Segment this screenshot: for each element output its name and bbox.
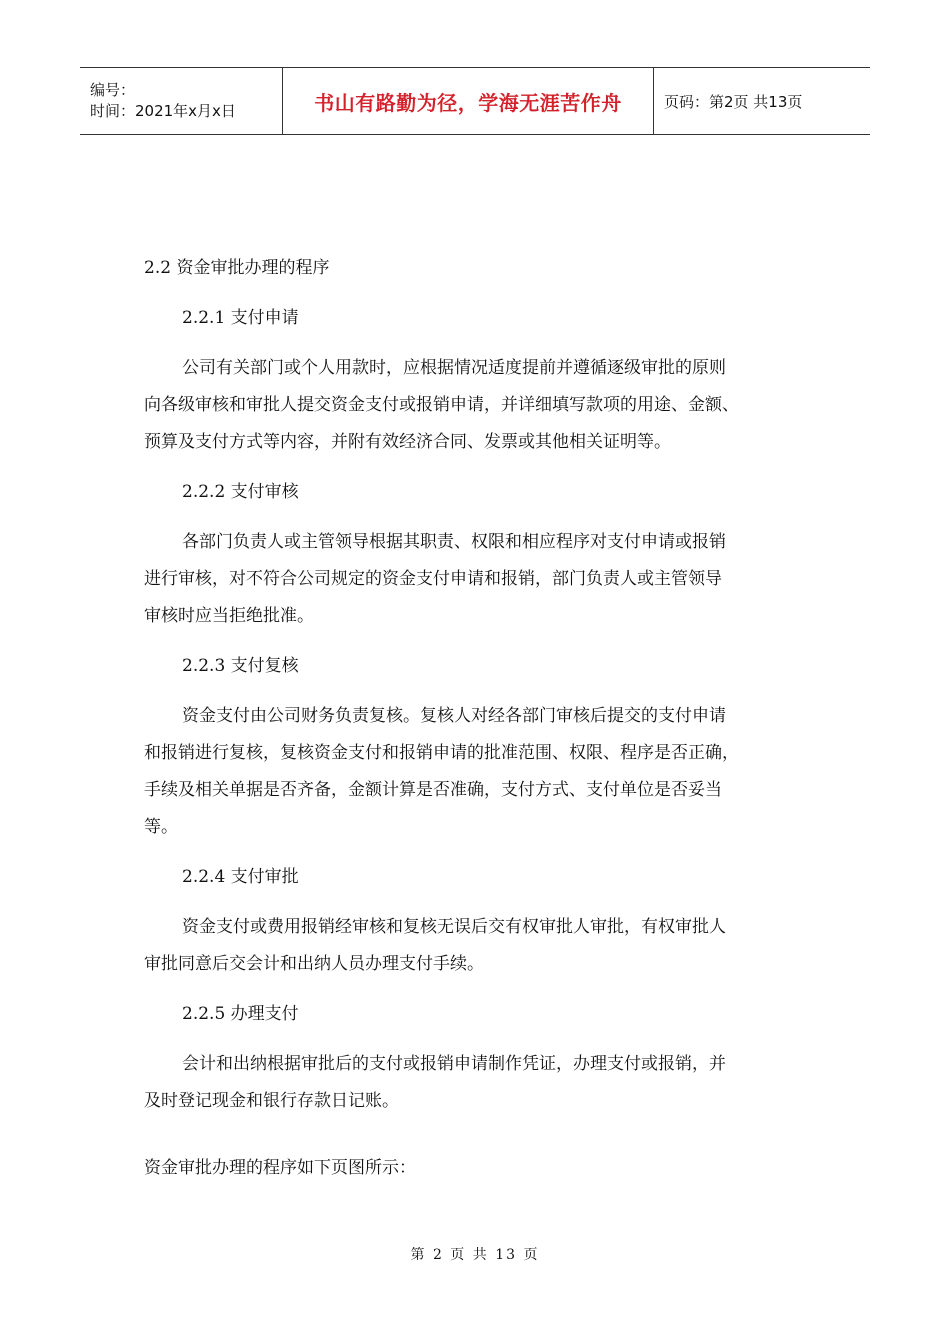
paragraph-line: 审核时应当拒绝批准。 — [144, 606, 314, 626]
header-page-number: 页码：第2页 共13页 — [664, 92, 803, 111]
subsection-title: 2.2.4 支付审批 — [182, 867, 299, 887]
page-footer: 第 2 页 共 13 页 — [410, 1247, 540, 1263]
paragraph-line: 审批同意后交会计和出纳人员办理支付手续。 — [144, 954, 484, 974]
paragraph-line: 资金支付由公司财务负责复核。复核人对经各部门审核后提交的支付申请 — [182, 706, 726, 726]
closing-sentence: 资金审批办理的程序如下页图所示： — [144, 1158, 416, 1178]
paragraph-line: 资金支付或费用报销经审核和复核无误后交有权审批人审批，有权审批人 — [182, 917, 726, 937]
subsection-paragraph — [144, 350, 809, 461]
subsection-payment-recheck — [144, 648, 809, 846]
header-page-cell — [654, 68, 870, 134]
paragraph-line: 公司有关部门或个人用款时，应根据情况适度提前并遵循逐级审批的原则 — [182, 358, 726, 378]
subsection-title: 2.2.5 办理支付 — [182, 1004, 299, 1024]
paragraph-line: 预算及支付方式等内容，并附有效经济合同、发票或其他相关证明等。 — [144, 432, 671, 452]
subsection-title: 2.2.2 支付审核 — [182, 482, 299, 502]
paragraph-line: 等。 — [144, 817, 178, 837]
header-meta — [80, 68, 282, 134]
subsection-title: 2.2.3 支付复核 — [182, 656, 299, 676]
paragraph-line: 各部门负责人或主管领导根据其职责、权限和相应程序对支付申请或报销 — [182, 532, 726, 552]
header-motto-cell — [282, 68, 654, 134]
paragraph-line: 进行审核，对不符合公司规定的资金支付申请和报销，部门负责人或主管领导 — [144, 569, 722, 589]
subsection-title: 2.2.1 支付申请 — [182, 308, 299, 328]
paragraph-line: 手续及相关单据是否齐备，金额计算是否准确，支付方式、支付单位是否妥当 — [144, 780, 722, 800]
subsection-paragraph — [144, 698, 809, 846]
paragraph-line: 及时登记现金和银行存款日记账。 — [144, 1091, 399, 1111]
page-header — [80, 67, 870, 135]
document-body — [144, 250, 809, 1187]
subsection-payment-review — [144, 474, 809, 635]
subsection-paragraph — [144, 909, 809, 983]
subsection-payment-processing — [144, 996, 809, 1120]
header-motto: 书山有路勤为径，学海无涯苦作舟 — [314, 90, 622, 115]
paragraph-line: 和报销进行复核，复核资金支付和报销申请的批准范围、权限、程序是否正确， — [144, 743, 739, 763]
doc-code-label: 编号： — [90, 81, 136, 99]
subsection-paragraph — [144, 524, 809, 635]
subsection-paragraph — [144, 1046, 809, 1120]
subsection-payment-request — [144, 300, 809, 461]
subsection-payment-approval — [144, 859, 809, 983]
section-title: 2.2 资金审批办理的程序 — [144, 258, 330, 278]
paragraph-line: 向各级审核和审批人提交资金支付或报销申请，并详细填写款项的用途、金额、 — [144, 395, 739, 415]
paragraph-line: 会计和出纳根据审批后的支付或报销申请制作凭证，办理支付或报销，并 — [182, 1054, 726, 1074]
doc-date-label: 时间：2021年x月x日 — [90, 102, 236, 120]
